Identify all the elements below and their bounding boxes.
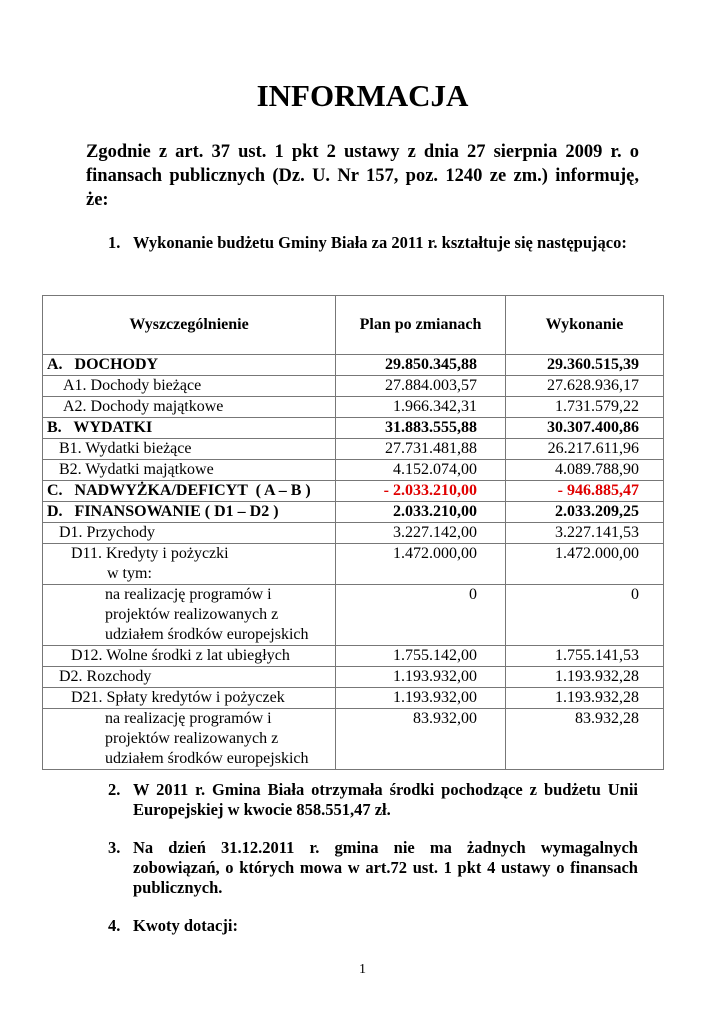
execution-value: 4.089.788,90 (506, 460, 664, 481)
table-row (43, 523, 664, 544)
table-row (43, 418, 664, 439)
list-number: 4. (108, 916, 121, 935)
row-label-cell (43, 544, 336, 585)
row-label-cell (43, 355, 336, 376)
table-row (43, 355, 664, 376)
row-label-cell (43, 688, 336, 709)
list-item-4 (108, 916, 638, 936)
table-header-row (43, 296, 664, 355)
table-row (43, 585, 664, 646)
row-label: B2. Wydatki majątkowe (59, 461, 214, 478)
execution-value: 3.227.141,53 (506, 523, 664, 544)
row-label: D2. Rozchody (59, 668, 152, 685)
row-label-cell (43, 667, 336, 688)
row-label-cell (43, 397, 336, 418)
execution-value: 2.033.209,25 (506, 502, 664, 523)
plan-value: 83.932,00 (336, 709, 506, 770)
row-label: A. DOCHODY (47, 356, 159, 373)
row-label-cell (43, 709, 336, 770)
row-sublabel: w tym: (107, 565, 152, 582)
row-label: na realizację programów i projektów realizowanych z udziałem środków europejskich (105, 710, 309, 767)
list-text: Wykonanie budżetu Gminy Biała za 2011 r. kształtuje się następująco: (133, 233, 627, 252)
row-label-cell (43, 523, 336, 544)
column-header-plan: Plan po zmianach (336, 296, 506, 355)
row-label-cell (43, 439, 336, 460)
plan-value: - 2.033.210,00 (336, 481, 506, 502)
table-row (43, 709, 664, 770)
list-number: 3. (108, 838, 121, 857)
row-label: B. WYDATKI (47, 419, 153, 436)
row-label: A2. Dochody majątkowe (63, 398, 224, 415)
execution-value: 26.217.611,96 (506, 439, 664, 460)
execution-value: 83.932,28 (506, 709, 664, 770)
plan-value: 0 (336, 585, 506, 646)
table-row (43, 439, 664, 460)
plan-value: 2.033.210,00 (336, 502, 506, 523)
document-title: INFORMACJA (256, 78, 469, 113)
row-label-cell (43, 376, 336, 397)
table-row (43, 481, 664, 502)
row-label: A1. Dochody bieżące (63, 377, 202, 394)
plan-value: 1.755.142,00 (336, 646, 506, 667)
column-header-description: Wyszczególnienie (43, 296, 336, 355)
execution-value: 1.731.579,22 (506, 397, 664, 418)
execution-value: 29.360.515,39 (506, 355, 664, 376)
plan-value: 31.883.555,88 (336, 418, 506, 439)
table-row (43, 688, 664, 709)
list-text: W 2011 r. Gmina Biała otrzymała środki pochodzące z budżetu Unii Europejskiej w kwocie 858.551,47 zł. (133, 780, 638, 819)
plan-value: 4.152.074,00 (336, 460, 506, 481)
table-row (43, 397, 664, 418)
list-item-2 (108, 780, 638, 820)
execution-value: - 946.885,47 (506, 481, 664, 502)
row-label: C. NADWYŻKA/DEFICYT ( A – B ) (47, 482, 311, 499)
row-label-cell (43, 585, 336, 646)
table-row (43, 646, 664, 667)
execution-value: 30.307.400,86 (506, 418, 664, 439)
budget-table (42, 295, 664, 770)
list-text: Kwoty dotacji: (133, 916, 238, 935)
plan-value: 3.227.142,00 (336, 523, 506, 544)
row-label-cell (43, 646, 336, 667)
plan-value: 29.850.345,88 (336, 355, 506, 376)
execution-value: 27.628.936,17 (506, 376, 664, 397)
row-label-cell (43, 502, 336, 523)
plan-value: 1.193.932,00 (336, 667, 506, 688)
row-label-cell (43, 460, 336, 481)
table-row (43, 667, 664, 688)
row-label: B1. Wydatki bieżące (59, 440, 192, 457)
execution-value: 0 (506, 585, 664, 646)
row-label: D11. Kredyty i pożyczki (71, 545, 229, 562)
column-header-execution: Wykonanie (506, 296, 664, 355)
execution-value: 1.472.000,00 (506, 544, 664, 585)
list-text: Na dzień 31.12.2011 r. gmina nie ma żadnych wymagalnych zobowiązań, o których mowa w art.72 ust. 1 pkt 4 ustawy o finansach publicznych. (133, 838, 638, 897)
execution-value: 1.193.932,28 (506, 667, 664, 688)
table-row (43, 376, 664, 397)
list-item-1 (108, 233, 638, 253)
table-row (43, 502, 664, 523)
plan-value: 27.884.003,57 (336, 376, 506, 397)
row-label: D1. Przychody (59, 524, 155, 541)
execution-value: 1.193.932,28 (506, 688, 664, 709)
plan-value: 1.193.932,00 (336, 688, 506, 709)
table-row (43, 460, 664, 481)
table-row (43, 544, 664, 585)
page-number: 1 (359, 962, 366, 977)
list-number: 1. (108, 233, 121, 252)
intro-paragraph: Zgodnie z art. 37 ust. 1 pkt 2 ustawy z dnia 27 sierpnia 2009 r. o finansach publicznych (Dz. U. Nr 157, poz. 1240 ze zm.) informuję, że: (86, 142, 639, 210)
row-label: D. FINANSOWANIE ( D1 – D2 ) (47, 503, 279, 520)
execution-value: 1.755.141,53 (506, 646, 664, 667)
list-number: 2. (108, 780, 121, 799)
row-label: D12. Wolne środki z lat ubiegłych (71, 647, 290, 664)
row-label-cell (43, 418, 336, 439)
plan-value: 1.472.000,00 (336, 544, 506, 585)
plan-value: 1.966.342,31 (336, 397, 506, 418)
list-item-3 (108, 838, 638, 898)
row-label: D21. Spłaty kredytów i pożyczek (71, 689, 285, 706)
row-label: na realizację programów i projektów realizowanych z udziałem środków europejskich (105, 586, 309, 643)
plan-value: 27.731.481,88 (336, 439, 506, 460)
row-label-cell (43, 481, 336, 502)
